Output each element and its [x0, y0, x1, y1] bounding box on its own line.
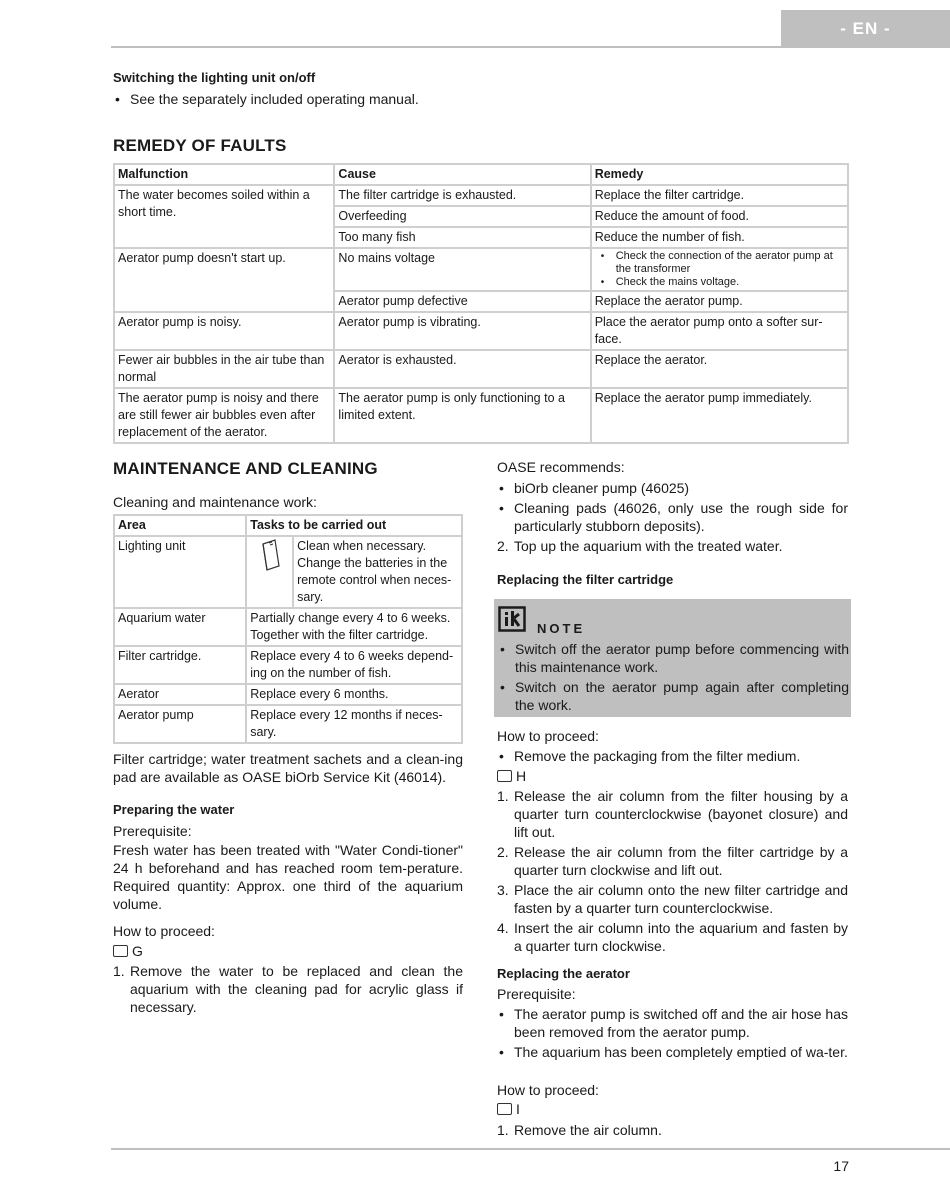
recommends-list [497, 479, 848, 535]
maintenance-intro: Cleaning and maintenance work: [113, 494, 317, 510]
remedy-cell: Replace the aerator. [591, 350, 848, 388]
table-row [114, 388, 848, 443]
area-cell: Aerator pump [114, 705, 246, 743]
aerator-prereq-label: Prerequisite: [497, 986, 576, 1002]
table-row [114, 312, 848, 350]
list-item: • Remove the packaging from the filter medium. [497, 747, 848, 765]
cause-cell: Overfeeding [334, 206, 590, 227]
figure-letter: G [132, 943, 143, 959]
cause-cell: Aerator pump defective [334, 291, 590, 312]
col-tasks: Tasks to be carried out [246, 515, 462, 536]
note-box [494, 599, 851, 717]
info-manual-icon [498, 606, 526, 636]
remedy-cell: Replace the aerator pump immediately. [591, 388, 848, 443]
aerator-prereq-list [497, 1005, 848, 1061]
col-area: Area [114, 515, 246, 536]
table-row [114, 684, 462, 705]
water-prereq-text: Fresh water has been treated with "Water Condi-tioner" 24 h beforehand and has reached room tem-perature. Required quantity: Approx. one third of the aquarium volume. [113, 842, 463, 912]
list-item: • biOrb cleaner pump (46025) [497, 479, 848, 497]
cause-cell: Too many fish [334, 227, 590, 248]
task-cell: Replace every 6 months. [246, 684, 462, 705]
malfunction-cell: The water becomes soiled within a short time. [114, 185, 334, 248]
cause-cell: Aerator is exhausted. [334, 350, 590, 388]
remedy-cell: Replace the filter cartridge. [591, 185, 848, 206]
table-row [114, 248, 848, 291]
table-row [114, 350, 848, 388]
replacing-filter-heading: Replacing the filter cartridge [497, 572, 674, 587]
filter-how-label: How to proceed: [497, 728, 599, 744]
icon-cell [246, 536, 293, 608]
remedy-cell: Reduce the amount of food. [591, 206, 848, 227]
list-item: • Switch on the aerator pump again after completing the work. [498, 678, 849, 714]
area-cell: Aquarium water [114, 608, 246, 646]
area-cell: Lighting unit [114, 536, 246, 608]
water-steps [113, 962, 463, 1016]
water-how-label: How to proceed: [113, 923, 215, 939]
figure-letter: H [516, 768, 527, 784]
figure-ref-g [113, 942, 143, 960]
maintenance-heading: MAINTENANCE AND CLEANING [113, 459, 378, 478]
page-number: 17 [833, 1158, 849, 1174]
list-item: 2. Top up the aquarium with the treated water. [497, 538, 783, 554]
list-item: • The aquarium has been completely emptied of wa-ter. [497, 1043, 848, 1061]
figure-icon [497, 770, 512, 782]
cause-cell: No mains voltage [334, 248, 590, 291]
area-cell: Filter cartridge. [114, 646, 246, 684]
lighting-bullet: • See the separately included operating manual. [113, 90, 513, 108]
list-item: • Cleaning pads (46026, only use the rough side for particularly stubborn deposits). [497, 499, 848, 535]
malfunction-cell: Aerator pump doesn't start up. [114, 248, 334, 312]
maintenance-header-row [114, 515, 462, 536]
task-cell: Clean when necessary. Change the batteries in the remote control when neces-sary. [293, 536, 462, 608]
lighting-heading: Switching the lighting unit on/off [113, 70, 316, 85]
preparing-water-heading: Preparing the water [113, 802, 235, 817]
note-title: NOTE [537, 621, 586, 636]
table-row [114, 185, 848, 206]
remedy-cell [591, 248, 848, 291]
list-item: 1. Release the air column from the filter housing by a quarter turn counterclockwise (bayonet closure) and lift out. [497, 788, 848, 840]
water-steps-continued [497, 537, 848, 555]
table-row [114, 705, 462, 743]
manual-book-icon [258, 561, 282, 575]
task-cell: Replace every 12 months if neces-sary. [246, 705, 462, 743]
header-divider [111, 46, 950, 48]
figure-ref-i [497, 1100, 520, 1118]
faults-table [113, 163, 849, 444]
maintenance-table [113, 514, 463, 744]
faults-header-row [114, 164, 848, 185]
col-cause: Cause [334, 164, 590, 185]
faults-heading: REMEDY OF FAULTS [113, 136, 287, 155]
remedy-cell: Replace the aerator pump. [591, 291, 848, 312]
remedy-cell: Place the aerator pump onto a softer sur-face. [591, 312, 848, 350]
filter-steps [497, 787, 848, 955]
table-row [114, 536, 462, 608]
aerator-how-label: How to proceed: [497, 1082, 599, 1098]
col-malfunction: Malfunction [114, 164, 334, 185]
col-remedy: Remedy [591, 164, 848, 185]
water-prereq-label: Prerequisite: [113, 823, 192, 839]
area-cell: Aerator [114, 684, 246, 705]
list-item: 3. Place the air column onto the new filter cartridge and fasten by a quarter turn counterclockwise. [497, 882, 848, 916]
list-item: 2. Release the air column from the filter cartridge by a quarter turn clockwise and lift out. [497, 844, 848, 878]
remedy-cell: Reduce the number of fish. [591, 227, 848, 248]
task-cell: Replace every 4 to 6 weeks depend-ing on the number of fish. [246, 646, 462, 684]
filter-bullets [497, 747, 848, 765]
footer-divider [111, 1148, 950, 1150]
cause-cell: Aerator pump is vibrating. [334, 312, 590, 350]
service-kit-text: Filter cartridge; water treatment sachets and a clean-ing pad are available as OASE biOrb Service Kit (46014). [113, 751, 463, 785]
recommends-label: OASE recommends: [497, 459, 625, 475]
figure-ref-h [497, 767, 526, 785]
replacing-aerator-heading: Replacing the aerator [497, 966, 630, 981]
figure-letter: I [516, 1101, 520, 1117]
list-item: 1. Remove the air column. [497, 1122, 662, 1138]
remedy-bullet: • Check the mains voltage. [599, 276, 844, 289]
remedy-bullet: • Check the connection of the aerator pump at the transformer [599, 250, 844, 276]
language-tab: - EN - [781, 10, 950, 47]
malfunction-cell: Aerator pump is noisy. [114, 312, 334, 350]
malfunction-cell: Fewer air bubbles in the air tube than normal [114, 350, 334, 388]
cause-cell: The aerator pump is only functioning to a limited extent. [334, 388, 590, 443]
aerator-steps [497, 1121, 848, 1139]
list-item: • Switch off the aerator pump before commencing with this maintenance work. [498, 640, 849, 676]
figure-icon [113, 945, 128, 957]
malfunction-cell: The aerator pump is noisy and there are still fewer air bubbles even after replacement of the aerator. [114, 388, 334, 443]
lighting-list [113, 90, 513, 108]
list-item: 1. Remove the water to be replaced and clean the aquarium with the cleaning pad for acrylic glass if necessary. [113, 963, 463, 1015]
list-item: 4. Insert the air column into the aquarium and fasten by a quarter turn clockwise. [497, 920, 848, 954]
list-item: • The aerator pump is switched off and the air hose has been removed from the aerator pump. [497, 1005, 848, 1041]
cause-cell: The filter cartridge is exhausted. [334, 185, 590, 206]
task-cell: Partially change every 4 to 6 weeks. Together with the filter cartridge. [246, 608, 462, 646]
table-row [114, 646, 462, 684]
note-list [498, 640, 849, 714]
table-row [114, 608, 462, 646]
figure-icon [497, 1103, 512, 1115]
